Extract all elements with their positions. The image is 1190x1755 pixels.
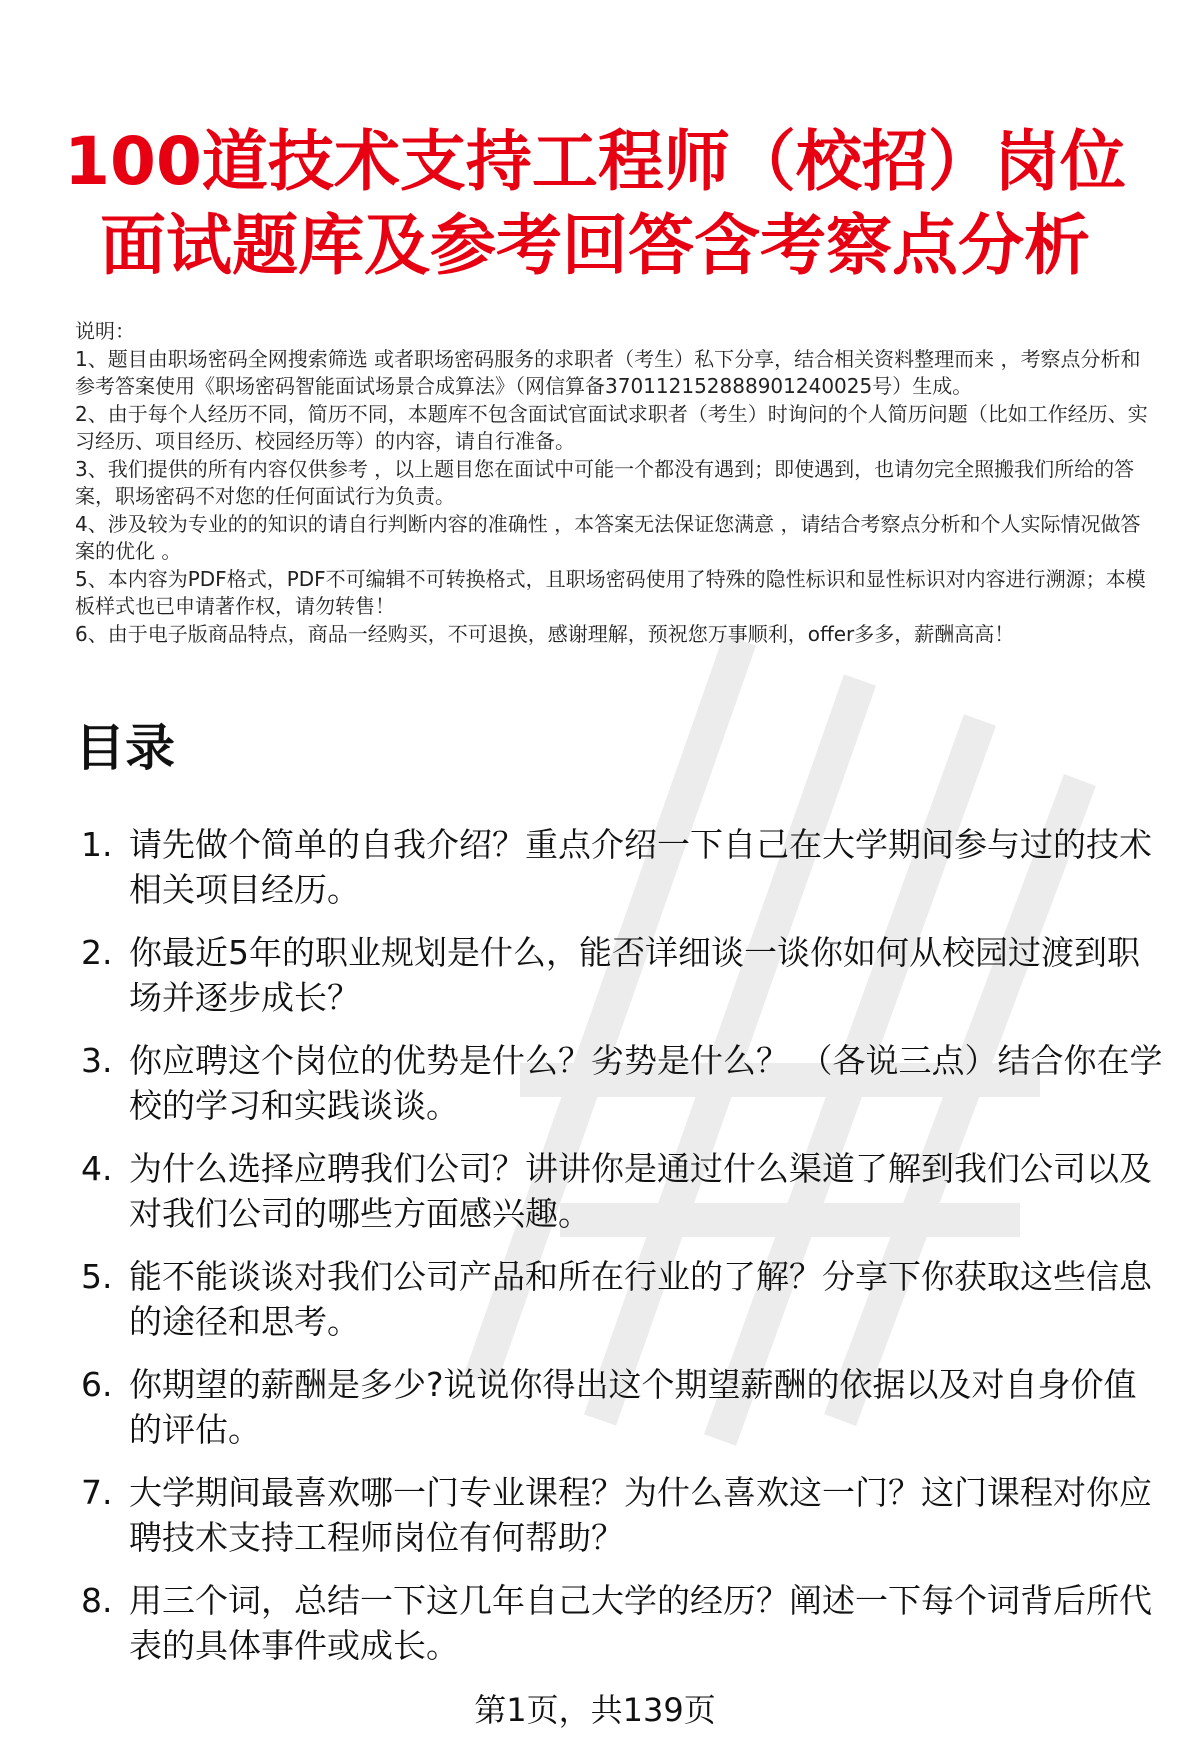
toc-item-number: 1. [81, 825, 113, 864]
toc-item-number: 6. [81, 1365, 113, 1404]
notes-section [75, 318, 1160, 648]
toc-item-number: 8. [81, 1581, 113, 1620]
note-item-1: 1、题目由职场密码全网搜索筛选 或者职场密码服务的求职者（考生）私下分享，结合相关资料整理而来 ，考察点分析和参考答案使用《职场密码智能面试场景合成算法》（网信算备370112152888901240025号）生成。 [75, 346, 1141, 398]
toc-item-text: 你期望的薪酬是多少?说说你得出这个期望薪酬的依据以及对自身价值的评估。 [129, 1365, 1137, 1449]
toc-item-text: 你应聘这个岗位的优势是什么？劣势是什么？ （各说三点）结合你在学校的学习和实践谈谈。 [129, 1041, 1163, 1125]
toc-item-text: 为什么选择应聘我们公司？讲讲你是通过什么渠道了解到我们公司以及对我们公司的哪些方面感兴趣。 [129, 1149, 1152, 1233]
toc-item-text: 请先做个简单的自我介绍？重点介绍一下自己在大学期间参与过的技术相关项目经历。 [129, 825, 1152, 909]
toc-item[interactable] [75, 1470, 1165, 1560]
toc-item-number: 3. [81, 1041, 113, 1080]
toc-item[interactable] [75, 930, 1165, 1020]
document-title [40, 120, 1150, 288]
toc-item-number: 4. [81, 1149, 113, 1188]
notes-label: 说明： [75, 319, 135, 343]
toc-item-number: 2. [81, 933, 113, 972]
toc-item-number: 7. [81, 1473, 113, 1512]
page-number-footer: 第1页，共139页 [474, 1691, 716, 1729]
toc-list [75, 822, 1165, 1686]
toc-item[interactable] [75, 1362, 1165, 1452]
toc-item[interactable] [75, 1038, 1165, 1128]
note-item-4: 4、涉及较为专业的的知识的请自行判断内容的准确性 ，本答案无法保证您满意 ，请结合考察点分析和个人实际情况做答案的优化 。 [75, 511, 1141, 563]
note-item-6: 6、由于电子版商品特点，商品一经购买，不可退换，感谢理解，预祝您万事顺利，offer多多，薪酬高高！ [75, 621, 1015, 646]
toc-item-text: 用三个词，总结一下这几年自己大学的经历？阐述一下每个词背后所代表的具体事件或成长。 [129, 1581, 1152, 1665]
toc-item-text: 能不能谈谈对我们公司产品和所在行业的了解？分享下你获取这些信息的途径和思考。 [129, 1257, 1152, 1341]
note-item-3: 3、我们提供的所有内容仅供参考 ，以上题目您在面试中可能一个都没有遇到；即使遇到，也请勿完全照搬我们所给的答案，职场密码不对您的任何面试行为负责。 [75, 456, 1135, 508]
note-item-5: 5、本内容为PDF格式，PDF不可编辑不可转换格式，且职场密码使用了特殊的隐性标识和显性标识对内容进行溯源；本模板样式也已申请著作权，请勿转售！ [75, 566, 1146, 618]
toc-item[interactable] [75, 1578, 1165, 1668]
note-item-2: 2、由于每个人经历不同，简历不同，本题库不包含面试官面试求职者（考生）时询问的个人简历问题（比如工作经历、实习经历、项目经历、校园经历等）的内容，请自行准备。 [75, 401, 1148, 453]
toc-item-text: 大学期间最喜欢哪一门专业课程？为什么喜欢这一门？这门课程对你应聘技术支持工程师岗位有何帮助？ [129, 1473, 1152, 1557]
toc-item[interactable] [75, 1254, 1165, 1344]
title-line-1: 100道技术支持工程师（校招）岗位 [64, 123, 1126, 200]
toc-item-text: 你最近5年的职业规划是什么，能否详细谈一谈你如何从校园过渡到职场并逐步成长？ [129, 933, 1140, 1017]
toc-heading: 目录 [75, 719, 175, 777]
toc-item[interactable] [75, 1146, 1165, 1236]
toc-item-number: 5. [81, 1257, 113, 1296]
title-line-2: 面试题库及参考回答含考察点分析 [100, 207, 1090, 284]
toc-item[interactable] [75, 822, 1165, 912]
